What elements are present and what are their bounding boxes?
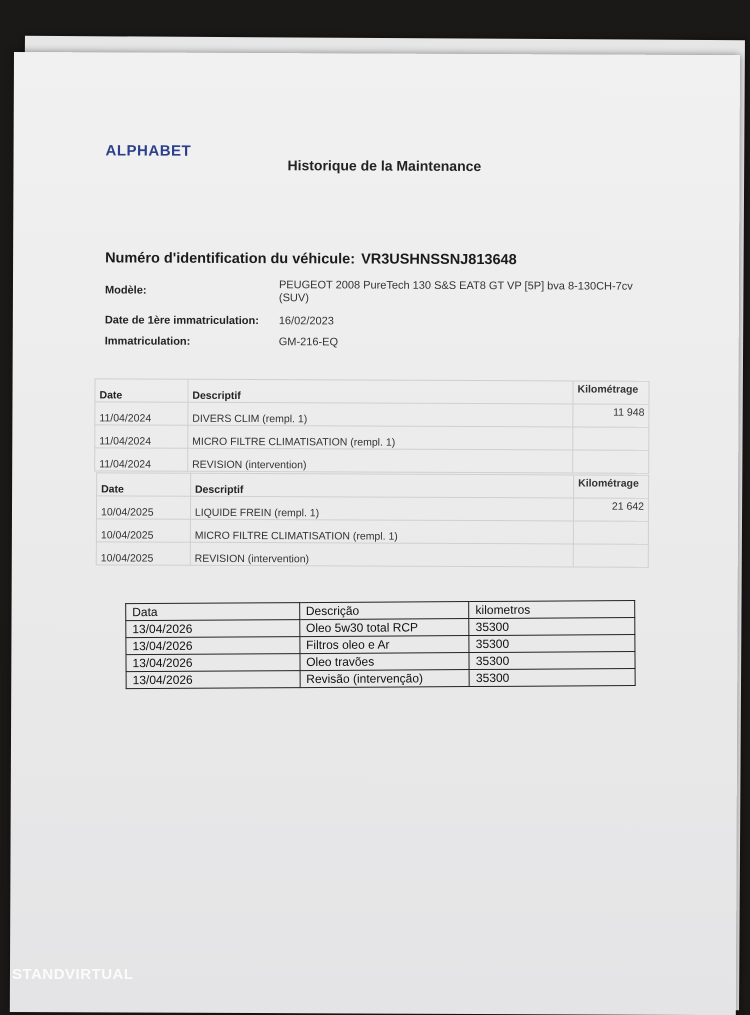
header-date: Date xyxy=(95,379,188,402)
table-row xyxy=(96,542,648,567)
header-date: Date xyxy=(97,473,191,496)
table-header-row xyxy=(95,379,649,404)
row-date: 11/04/2024 xyxy=(95,425,188,448)
row-date: 11/04/2024 xyxy=(95,402,188,425)
row-mileage: 35300 xyxy=(469,618,635,636)
row-mileage: 35300 xyxy=(469,669,635,687)
row-date: 10/04/2025 xyxy=(96,519,190,542)
header-description: Descrição xyxy=(299,602,469,620)
row-description: REVISION (intervention) xyxy=(190,542,573,567)
table-row xyxy=(96,496,648,521)
maintenance-table-2025 xyxy=(96,472,649,567)
vin-label: Numéro d'identification du véhicule: xyxy=(105,250,356,268)
row-date: 13/04/2026 xyxy=(126,654,300,672)
table-header-row xyxy=(97,473,649,498)
row-description: REVISION (intervention) xyxy=(188,448,573,473)
row-mileage: 35300 xyxy=(469,652,635,670)
header-description: Descriptif xyxy=(190,473,573,498)
header-mileage: Kilométrage xyxy=(574,475,649,498)
row-date: 13/04/2026 xyxy=(126,671,300,689)
row-mileage xyxy=(573,521,648,544)
row-description: Oleo 5w30 total RCP xyxy=(299,619,469,637)
maintenance-table-2026 xyxy=(125,600,636,689)
row-mileage xyxy=(573,450,649,473)
registration-date-value: 16/02/2023 xyxy=(278,315,334,328)
plate-value: GM-216-EQ xyxy=(278,336,339,349)
standvirtual-watermark: STANDVIRTUAL xyxy=(12,966,134,983)
row-mileage: 11 948 xyxy=(573,404,649,427)
row-mileage xyxy=(573,427,649,450)
row-description: Filtros oleo e Ar xyxy=(300,636,470,654)
model-value-line2: (SUV) xyxy=(278,292,309,305)
header-mileage: kilometros xyxy=(469,601,635,619)
row-date: 13/04/2026 xyxy=(126,620,300,638)
model-label: Modèle: xyxy=(104,284,147,297)
document-title: Historique de la Maintenance xyxy=(287,157,482,175)
row-description: MICRO FILTRE CLIMATISATION (rempl. 1) xyxy=(190,519,573,544)
table-row xyxy=(95,425,649,450)
row-description: Oleo travões xyxy=(300,653,470,671)
row-description: DIVERS CLIM (rempl. 1) xyxy=(188,402,573,427)
alphabet-logo: ALPHABET xyxy=(105,142,192,160)
row-date: 13/04/2026 xyxy=(126,637,300,655)
model-value-line1: PEUGEOT 2008 PureTech 130 S&S EAT8 GT VP [5P] bva 8-130CH-7cv xyxy=(278,279,633,293)
maintenance-table-2024 xyxy=(94,378,649,473)
row-date: 11/04/2024 xyxy=(95,448,188,471)
table-row xyxy=(95,402,649,427)
paper-document xyxy=(10,52,740,1015)
row-description: Revisão (intervenção) xyxy=(300,670,470,688)
row-mileage: 35300 xyxy=(469,635,635,653)
table-row xyxy=(96,519,648,544)
row-description: LIQUIDE FREIN (rempl. 1) xyxy=(190,496,573,521)
row-mileage xyxy=(573,544,648,567)
vin-value: VR3USHNSSNJ813648 xyxy=(361,251,517,269)
row-date: 10/04/2025 xyxy=(96,496,190,519)
table-row xyxy=(95,448,649,473)
header-description: Descriptif xyxy=(188,379,573,404)
plate-label: Immatriculation: xyxy=(104,335,191,348)
table-row xyxy=(126,669,635,689)
row-date: 10/04/2025 xyxy=(96,542,190,565)
row-mileage: 21 642 xyxy=(573,498,648,521)
row-description: MICRO FILTRE CLIMATISATION (rempl. 1) xyxy=(188,425,573,450)
registration-date-label: Date de 1ère immatriculation: xyxy=(104,314,259,328)
header-mileage: Kilométrage xyxy=(573,381,649,404)
header-date: Data xyxy=(126,603,300,621)
